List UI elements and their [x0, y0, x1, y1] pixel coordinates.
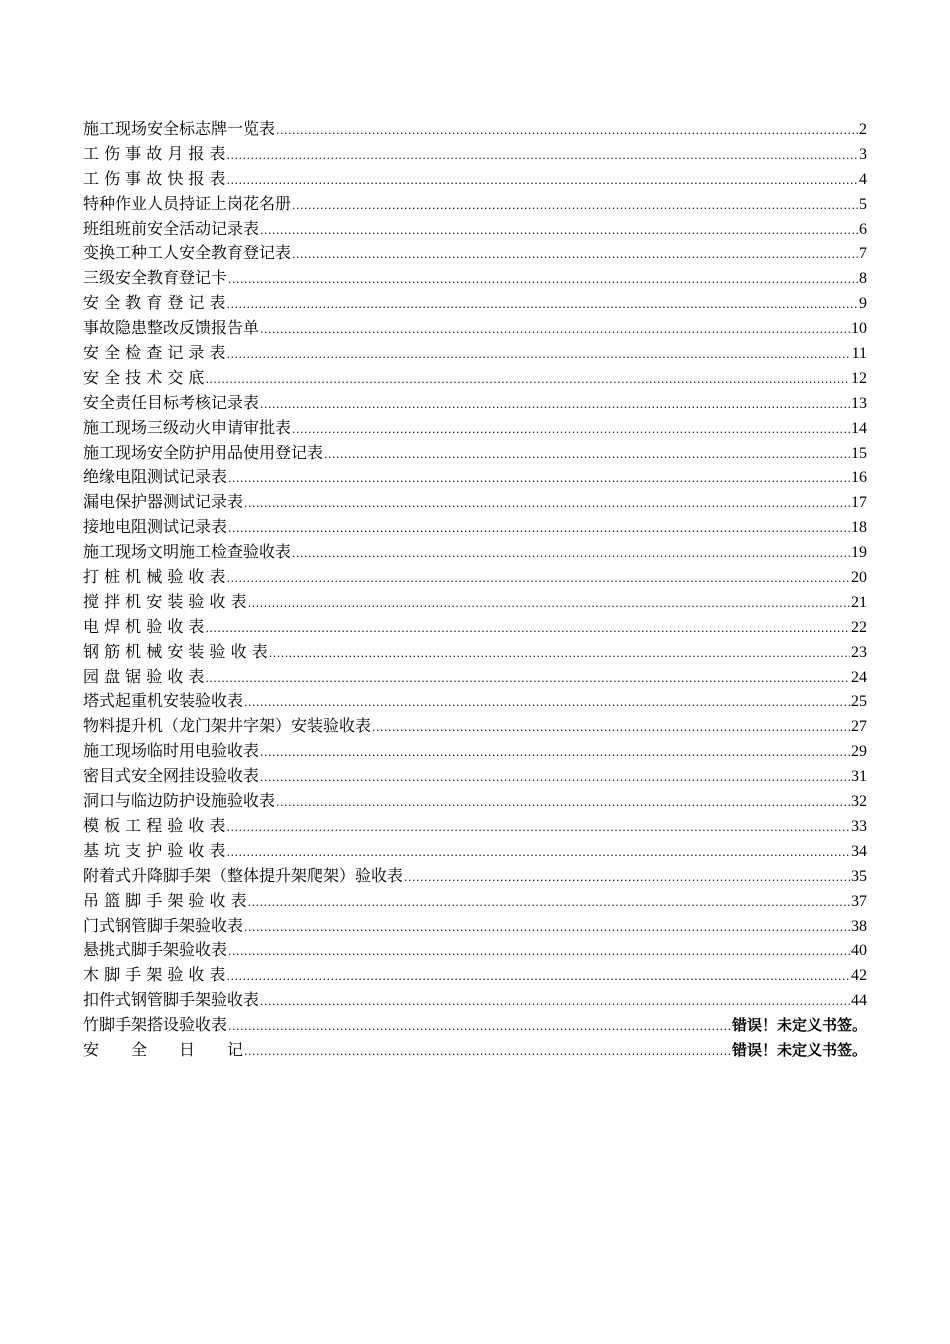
toc-entry[interactable]: [83, 938, 867, 963]
toc-entry-title: 事故隐患整改反馈报告单: [83, 318, 260, 338]
toc-leader-dots: [292, 418, 850, 441]
toc-entry[interactable]: [83, 889, 867, 914]
toc-entry[interactable]: [83, 839, 867, 864]
toc-entry-page-number: 8: [859, 270, 867, 288]
toc-leader-dots: [248, 891, 850, 914]
toc-leader-dots: [228, 940, 850, 963]
toc-leader-dots: [292, 243, 858, 266]
toc-entry-title: 基 坑 支 护 验 收 表: [83, 840, 226, 860]
toc-entry-title: 吊 篮 脚 手 架 验 收 表: [83, 890, 247, 910]
toc-leader-dots: [372, 716, 850, 739]
toc-entry-page-number: 38: [851, 917, 867, 935]
toc-entry[interactable]: [83, 814, 867, 839]
toc-entry[interactable]: [83, 590, 867, 615]
toc-entry[interactable]: [83, 192, 867, 217]
toc-leader-dots: [404, 866, 850, 889]
toc-entry-title: 打 桩 机 械 验 收 表: [83, 567, 226, 587]
toc-entry-page-number: 24: [851, 668, 867, 686]
toc-entry-page-number: 42: [851, 967, 867, 985]
toc-entry[interactable]: [83, 789, 867, 814]
toc-leader-dots: [244, 492, 850, 515]
toc-leader-dots: [292, 542, 850, 565]
toc-entry-title: 绝缘电阻测试记录表: [83, 467, 228, 487]
toc-entry-title: 悬挑式脚手架验收表: [83, 940, 228, 960]
toc-entry-page-number: 5: [859, 195, 867, 213]
toc-entry-title: 物料提升机（龙门架井字架）安装验收表: [83, 716, 372, 736]
toc-entry-title: 施工现场安全防护用品使用登记表: [83, 442, 324, 462]
toc-leader-dots: [324, 443, 850, 466]
toc-entry-title: 工 伤 事 故 快 报 表: [83, 168, 226, 188]
toc-entry-page-number: 44: [851, 992, 867, 1010]
toc-entry[interactable]: [83, 988, 867, 1013]
toc-leader-dots: [276, 119, 858, 142]
toc-entry[interactable]: [83, 1013, 867, 1038]
toc-entry-page-number: 17: [851, 494, 867, 512]
toc-leader-dots: [260, 990, 850, 1013]
toc-entry-title: 洞口与临边防护设施验收表: [83, 791, 276, 811]
toc-entry[interactable]: [83, 316, 867, 341]
toc-entry-title: 接地电阻测试记录表: [83, 517, 228, 537]
toc-entry-page-number: 13: [851, 394, 867, 412]
toc-entry-title: 安全责任目标考核记录表: [83, 392, 260, 412]
toc-entry[interactable]: [83, 1038, 867, 1063]
toc-entry-title: 漏电保护器测试记录表: [83, 492, 244, 512]
toc-entry-title: 班组班前安全活动记录表: [83, 218, 260, 238]
toc-entry[interactable]: [83, 167, 867, 192]
toc-entry-title: 安 全 检 查 记 录 表: [83, 343, 226, 363]
toc-leader-dots: [227, 965, 850, 988]
toc-leader-dots: [260, 741, 850, 764]
toc-entry-page-number: 12: [851, 369, 867, 387]
toc-leader-dots: [227, 144, 858, 167]
toc-leader-dots: [227, 841, 850, 864]
toc-leader-dots: [228, 467, 850, 490]
toc-leader-dots: [244, 1040, 731, 1063]
table-of-contents: [83, 117, 867, 1063]
toc-entry-page-number: 31: [851, 768, 867, 786]
toc-leader-dots: [260, 318, 850, 341]
toc-entry[interactable]: [83, 515, 867, 540]
toc-entry-title: 园 盘 锯 验 收 表: [83, 666, 205, 686]
toc-leader-dots: [244, 691, 850, 714]
toc-leader-dots: [205, 368, 850, 391]
toc-entry[interactable]: [83, 739, 867, 764]
toc-leader-dots: [244, 916, 850, 939]
toc-entry-title: 门式钢管脚手架验收表: [83, 915, 244, 935]
toc-entry[interactable]: [83, 142, 867, 167]
toc-entry-page-number: 40: [851, 942, 867, 960]
toc-entry-title: 工 伤 事 故 月 报 表: [83, 143, 226, 163]
toc-leader-dots: [260, 219, 858, 242]
toc-leader-dots: [228, 1015, 731, 1038]
toc-entry-page-number: 23: [851, 643, 867, 661]
toc-leader-dots: [205, 667, 850, 690]
toc-entry-page-number: 35: [851, 867, 867, 885]
toc-entry[interactable]: [83, 241, 867, 266]
toc-entry-title: 变换工种工人安全教育登记表: [83, 243, 292, 263]
toc-leader-dots: [260, 393, 850, 416]
toc-entry-title: 电 焊 机 验 收 表: [83, 616, 205, 636]
toc-entry-title: 安 全 技 术 交 底: [83, 367, 205, 387]
toc-entry-page-number: 29: [851, 743, 867, 761]
toc-entry-title: 附着式升降脚手架（整体提升架爬架）验收表: [83, 865, 404, 885]
toc-entry-page-number: 27: [851, 718, 867, 736]
toc-leader-dots: [227, 567, 850, 590]
toc-entry[interactable]: [83, 391, 867, 416]
toc-entry-page-number: 15: [851, 444, 867, 462]
toc-entry-page-number: 18: [851, 519, 867, 537]
toc-leader-dots: [227, 816, 850, 839]
toc-entry-title: 施工现场三级动火申请审批表: [83, 417, 292, 437]
toc-entry-page-number: 2: [859, 121, 867, 138]
toc-entry[interactable]: [83, 665, 867, 690]
toc-entry-title: 施工现场临时用电验收表: [83, 741, 260, 761]
toc-entry[interactable]: [83, 366, 867, 391]
toc-entry-page-number: 22: [851, 618, 867, 636]
toc-entry-title: 塔式起重机安装验收表: [83, 691, 244, 711]
toc-entry-page-number: 19: [851, 544, 867, 562]
toc-leader-dots: [292, 194, 858, 217]
toc-entry-title: 密目式安全网挂设验收表: [83, 766, 260, 786]
toc-entry[interactable]: [83, 341, 867, 366]
toc-entry-title: 木 脚 手 架 验 收 表: [83, 965, 226, 985]
toc-entry-page-number: 6: [859, 220, 867, 238]
toc-leader-dots: [248, 592, 850, 615]
toc-entry[interactable]: [83, 291, 867, 316]
toc-entry-page-number: 37: [851, 892, 867, 910]
toc-entry-title: 施工现场文明施工检查验收表: [83, 542, 292, 562]
toc-entry[interactable]: [83, 217, 867, 242]
toc-entry-page-number: 9: [859, 295, 867, 313]
toc-entry-page-number: 21: [851, 593, 867, 611]
toc-entry[interactable]: [83, 914, 867, 939]
toc-entry[interactable]: [83, 764, 867, 789]
toc-entry-title: 搅 拌 机 安 装 验 收 表: [83, 591, 247, 611]
toc-entry[interactable]: [83, 640, 867, 665]
toc-entry-page-number: 20: [851, 569, 867, 587]
toc-leader-dots: [227, 293, 858, 316]
toc-entry-page-number: 25: [851, 693, 867, 711]
toc-leader-dots: [227, 169, 858, 192]
toc-entry[interactable]: [83, 615, 867, 640]
toc-leader-dots: [228, 268, 858, 291]
toc-entry-page-number: 16: [851, 469, 867, 487]
toc-entry-title: 钢 筋 机 械 安 装 验 收 表: [83, 641, 268, 661]
toc-leader-dots: [260, 766, 850, 789]
toc-leader-dots: [269, 642, 850, 665]
toc-entry[interactable]: [83, 689, 867, 714]
toc-entry-page-number: 3: [859, 145, 867, 163]
toc-entry-page-number: 11: [851, 345, 867, 363]
toc-entry[interactable]: [83, 565, 867, 590]
toc-entry-title: 安 全 日 记: [83, 1039, 244, 1059]
toc-entry-page-number: 4: [859, 170, 867, 188]
toc-entry[interactable]: [83, 117, 867, 142]
toc-entry-page-number: 14: [851, 419, 867, 437]
toc-entry-page-number: 33: [851, 817, 867, 835]
toc-entry-title: 三级安全教育登记卡: [83, 268, 228, 288]
toc-entry[interactable]: [83, 540, 867, 565]
toc-entry-title: 安 全 教 育 登 记 表: [83, 293, 226, 313]
toc-leader-dots: [227, 343, 851, 366]
toc-entry-error-text: 错误！未定义书签。: [731, 1016, 867, 1035]
toc-entry-error-text: 错误！未定义书签。: [731, 1040, 867, 1059]
toc-entry[interactable]: [83, 714, 867, 739]
toc-entry-page-number: 7: [859, 245, 867, 263]
toc-entry-title: 扣件式钢管脚手架验收表: [83, 990, 260, 1010]
toc-entry[interactable]: [83, 416, 867, 441]
toc-entry-page-number: 10: [851, 320, 867, 338]
toc-entry-page-number: 34: [851, 842, 867, 860]
toc-leader-dots: [228, 517, 850, 540]
toc-entry-title: 模 板 工 程 验 收 表: [83, 815, 226, 835]
toc-entry[interactable]: [83, 490, 867, 515]
toc-entry-title: 施工现场安全标志牌一览表: [83, 119, 276, 138]
toc-entry[interactable]: [83, 465, 867, 490]
toc-entry[interactable]: [83, 963, 867, 988]
toc-entry-page-number: 32: [851, 793, 867, 811]
toc-entry[interactable]: [83, 441, 867, 466]
toc-entry-title: 竹脚手架搭设验收表: [83, 1015, 228, 1035]
toc-leader-dots: [276, 791, 850, 814]
toc-entry[interactable]: [83, 864, 867, 889]
toc-leader-dots: [205, 617, 850, 640]
toc-entry[interactable]: [83, 266, 867, 291]
toc-entry-title: 特种作业人员持证上岗花名册: [83, 193, 292, 213]
